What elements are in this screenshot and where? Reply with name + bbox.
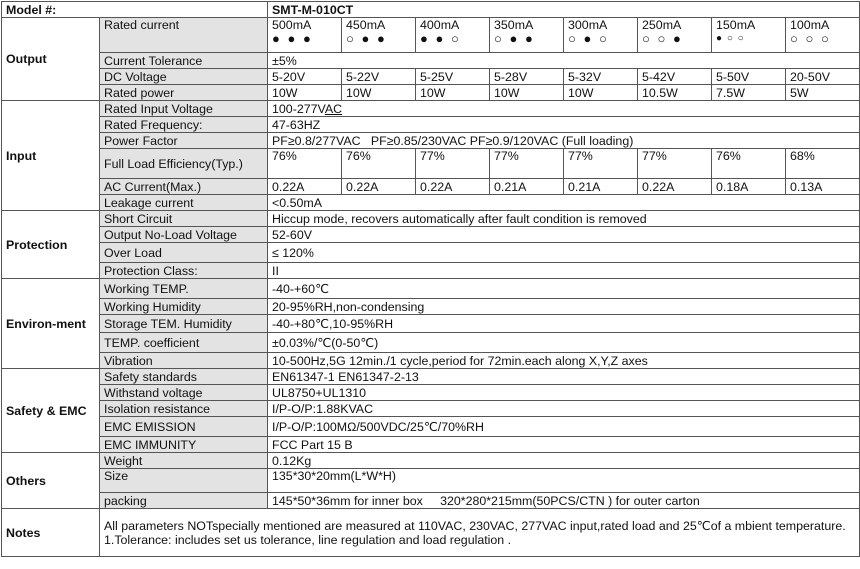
ac-current-value: 0.21A [490, 179, 564, 195]
size-row [2, 469, 860, 493]
weight-row [2, 453, 860, 469]
rated-current-label: Rated current [100, 18, 268, 53]
overload-label: Over Load [100, 243, 268, 263]
dip-switch-pattern: ○ ○ ● [642, 31, 683, 46]
leakage-label: Leakage current [100, 195, 268, 211]
power-value: 10W [342, 85, 416, 101]
dip-switch-pattern: ○ ○ ○ [790, 31, 831, 46]
safety-standards-label: Safety standards [100, 369, 268, 385]
input-voltage-label: Rated Input Voltage [100, 101, 268, 117]
efficiency-value: 76% [712, 149, 786, 179]
efficiency-value: 77% [416, 149, 490, 179]
model-label: Model #: [2, 2, 268, 18]
group-protection: Protection [2, 211, 100, 279]
safety-standards-value: EN61347-1 EN61347-2-13 [268, 369, 860, 385]
dc-voltage-value: 5-28V [490, 69, 564, 85]
efficiency-value: 77% [490, 149, 564, 179]
emission-value: I/P-O/P:100MΩ/500VDC/25℃/70%RH [268, 417, 860, 437]
notes-line-1: All parameters NOTspecially mentioned are measured at 110VAC, 230VAC, 277VAC input,rated load and 25℃of a mbient temperature. [104, 518, 846, 533]
withstand-row [2, 385, 860, 401]
current-value: 400mA [420, 18, 460, 32]
power-value: 5W [786, 85, 860, 101]
notes-line-2: 1.Tolerance: includes set us tolerance, line regulation and load regulation . [104, 532, 512, 547]
header-row [2, 2, 860, 18]
frequency-value: 47-63HZ [268, 117, 860, 133]
immunity-label: EMC IMMUNITY [100, 437, 268, 453]
dc-voltage-value: 5-32V [564, 69, 638, 85]
noload-row [2, 227, 860, 243]
dip-switch-pattern: ● ● ● [272, 31, 313, 46]
withstand-value: UL8750+UL1310 [268, 385, 860, 401]
efficiency-value: 68% [786, 149, 860, 179]
protection-class-row [2, 263, 860, 279]
tolerance-label: Current Tolerance [100, 53, 268, 69]
temp-coef-value: ±0.03%/℃(0-50℃) [268, 333, 860, 353]
short-circuit-value: Hiccup mode, recovers automatically after fault condition is removed [268, 211, 860, 227]
power-value: 10W [490, 85, 564, 101]
current-cell [712, 18, 786, 53]
overload-value: ≤ 120% [268, 243, 860, 263]
efficiency-value: 76% [268, 149, 342, 179]
efficiency-value: 77% [564, 149, 638, 179]
temp-coef-row [2, 333, 860, 353]
group-input: Input [2, 101, 100, 211]
power-label: Rated power [100, 85, 268, 101]
pf-label: Power Factor [100, 133, 268, 149]
input-voltage-row [2, 101, 860, 117]
input-voltage-prefix: 100-277V [272, 101, 325, 116]
group-others: Others [2, 453, 100, 509]
dc-voltage-value: 5-22V [342, 69, 416, 85]
power-value: 10W [564, 85, 638, 101]
current-value: 150mA [716, 18, 756, 32]
working-temp-row [2, 279, 860, 299]
overload-row [2, 243, 860, 263]
short-circuit-label: Short Circuit [100, 211, 268, 227]
dc-voltage-value: 5-20V [268, 69, 342, 85]
notes-text [100, 509, 860, 557]
efficiency-label: Full Load Efficiency(Typ.) [100, 149, 268, 179]
dc-voltage-value: 5-50V [712, 69, 786, 85]
dip-switch-pattern: ○ ● ● [494, 31, 535, 46]
efficiency-value: 76% [342, 149, 416, 179]
current-value: 350mA [494, 18, 534, 32]
spec-table [1, 1, 860, 557]
working-temp-label: Working TEMP. [100, 279, 268, 299]
ac-current-value: 0.13A [786, 179, 860, 195]
ac-current-value: 0.22A [416, 179, 490, 195]
size-label: Size [100, 469, 268, 493]
protection-class-value: II [268, 263, 860, 279]
storage-row [2, 315, 860, 333]
model-value: SMT-M-010CT [268, 2, 860, 18]
vibration-value: 10-500Hz,5G 12min./1 cycle,period for 72min.each along X,Y,Z axes [268, 353, 860, 369]
current-cell [638, 18, 712, 53]
current-cell [564, 18, 638, 53]
temp-coef-label: TEMP. coefficient [100, 333, 268, 353]
group-notes: Notes [2, 509, 100, 557]
group-environment: Environ-ment [2, 279, 100, 369]
weight-value: 0.12Kg [268, 453, 860, 469]
leakage-value: <0.50mA [268, 195, 860, 211]
current-value: 450mA [346, 18, 386, 32]
tolerance-row [2, 53, 860, 69]
current-value: 250mA [642, 18, 682, 32]
power-value: 10.5W [638, 85, 712, 101]
current-cell [416, 18, 490, 53]
dip-switch-pattern: ○ ● ● [346, 31, 387, 46]
protection-class-label: Protection Class: [100, 263, 268, 279]
ac-current-value: 0.21A [564, 179, 638, 195]
vibration-label: Vibration [100, 353, 268, 369]
short-circuit-row [2, 211, 860, 227]
emission-label: EMC EMISSION [100, 417, 268, 437]
pf-row [2, 133, 860, 149]
humidity-row [2, 299, 860, 315]
safety-standards-row [2, 369, 860, 385]
size-value: 135*30*20mm(L*W*H) [268, 469, 860, 493]
pf-value: PF≥0.8/277VAC PF≥0.85/230VAC PF≥0.9/120VAC (Full loading) [268, 133, 860, 149]
power-value: 7.5W [712, 85, 786, 101]
ac-current-value: 0.18A [712, 179, 786, 195]
dc-voltage-value: 5-42V [638, 69, 712, 85]
storage-label: Storage TEM. Humidity [100, 315, 268, 333]
emission-row [2, 417, 860, 437]
ac-current-value: 0.22A [342, 179, 416, 195]
dip-switch-pattern: ● ● ○ [420, 31, 461, 46]
isolation-row [2, 401, 860, 417]
input-voltage-suffix: AC [324, 101, 343, 116]
dip-switch-pattern: ● ○ ○ [716, 33, 745, 44]
ac-current-row [2, 179, 860, 195]
humidity-label: Working Humidity [100, 299, 268, 315]
ac-current-value: 0.22A [638, 179, 712, 195]
current-cell [786, 18, 860, 53]
dip-switch-pattern: ○ ● ○ [568, 31, 609, 46]
storage-value: -40-+80℃,10-95%RH [268, 315, 860, 333]
dc-voltage-value: 20-50V [786, 69, 860, 85]
packing-value: 145*50*36mm for inner box 320*280*215mm(50PCS/CTN ) for outer carton [268, 493, 860, 509]
humidity-value: 20-95%RH,non-condensing [268, 299, 860, 315]
frequency-label: Rated Frequency: [100, 117, 268, 133]
dc-voltage-label: DC Voltage [100, 69, 268, 85]
power-value: 10W [416, 85, 490, 101]
immunity-row [2, 437, 860, 453]
withstand-label: Withstand voltage [100, 385, 268, 401]
noload-label: Output No-Load Voltage [100, 227, 268, 243]
working-temp-value: -40-+60℃ [268, 279, 860, 299]
input-voltage-value [268, 101, 860, 117]
current-cell [268, 18, 342, 53]
current-cell [490, 18, 564, 53]
current-cell [342, 18, 416, 53]
immunity-value: FCC Part 15 B [268, 437, 860, 453]
dc-voltage-value: 5-25V [416, 69, 490, 85]
vibration-row [2, 353, 860, 369]
group-output: Output [2, 18, 100, 101]
ac-current-value: 0.22A [268, 179, 342, 195]
leakage-row [2, 195, 860, 211]
current-value: 100mA [790, 18, 830, 32]
tolerance-value: ±5% [268, 53, 860, 69]
packing-row [2, 493, 860, 509]
weight-label: Weight [100, 453, 268, 469]
current-value: 500mA [272, 18, 312, 32]
group-safety: Safety & EMC [2, 369, 100, 453]
notes-row [2, 509, 860, 557]
efficiency-row [2, 149, 860, 179]
frequency-row [2, 117, 860, 133]
isolation-label: Isolation resistance [100, 401, 268, 417]
power-value: 10W [268, 85, 342, 101]
rated-current-row [2, 18, 860, 53]
ac-current-label: AC Current(Max.) [100, 179, 268, 195]
current-value: 300mA [568, 18, 608, 32]
packing-label: packing [100, 493, 268, 509]
noload-value: 52-60V [268, 227, 860, 243]
power-row [2, 85, 860, 101]
isolation-value: I/P-O/P:1.88KVAC [268, 401, 860, 417]
efficiency-value: 77% [638, 149, 712, 179]
dc-voltage-row [2, 69, 860, 85]
